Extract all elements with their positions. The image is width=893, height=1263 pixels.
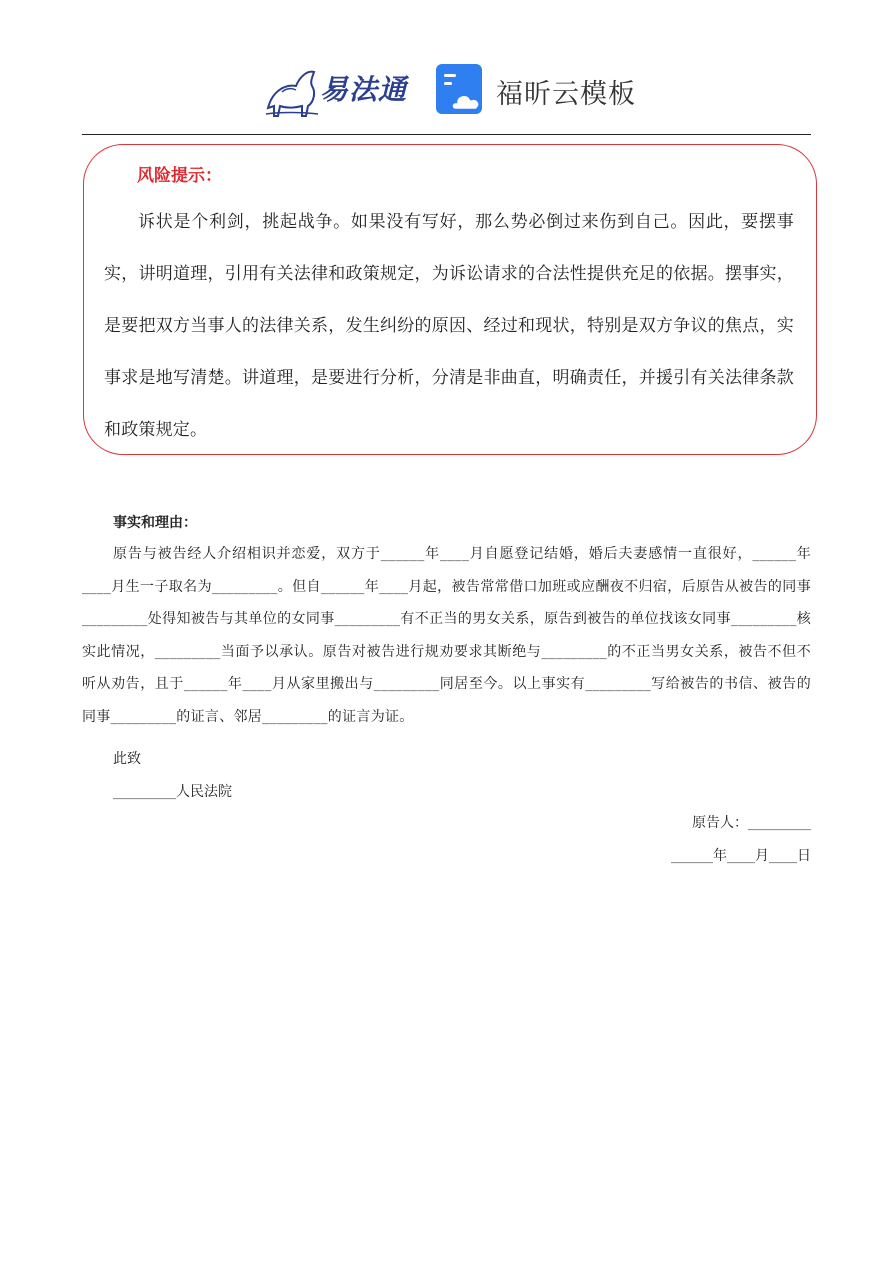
header-divider xyxy=(82,134,811,135)
logo-left-text: 易法通 xyxy=(320,73,408,106)
page-header xyxy=(0,58,893,124)
risk-notice-title: 风险提示： xyxy=(137,166,222,186)
signature-date: ______年____月____日 xyxy=(671,848,811,864)
cloud-document-icon xyxy=(436,64,488,116)
court-name: _________人民法院 xyxy=(113,784,232,800)
facts-section-body: 原告与被告经人介绍相识并恋爱，双方于______年____月自愿登记结婚，婚后夫妻感情一直很好，______年____月生一子取名为_________。但自______年____月起，被告常常借口加班或应酬夜不归宿，后原告从被告的同事_________处得知被告与其单位的女同事_________有不正当的男女关系，原告到被告的单位找该女同事_________核实此情况，_________当面予以承认。原告对被告进行规劝要求其断绝与_________的不正当男女关系，被告不但不听从劝告，且于______年____月从家里搬出与_________同居至今。以上事实有_________写给被告的书信、被告的同事_________的证言、邻居_________的证言为证。 xyxy=(82,546,811,725)
facts-section-title: 事实和理由： xyxy=(113,515,197,531)
risk-notice-body: 诉状是个利剑，挑起战争。如果没有写好，那么势必倒过来伤到自己。因此，要摆事实，讲明道理，引用有关法律和政策规定，为诉讼请求的合法性提供充足的依据。摆事实，是要把双方当事人的法律关系，发生纠纷的原因、经过和现状，特别是双方争议的焦点，实事求是地写清楚。讲道理，是要进行分析，分清是非曲直，明确责任，并援引有关法律条款和政策规定。 xyxy=(104,212,794,440)
plaintiff-signature: 原告人：_________ xyxy=(692,815,811,831)
salutation: 此致 xyxy=(113,751,141,767)
logo-right-text: 福昕云模板 xyxy=(496,79,636,110)
